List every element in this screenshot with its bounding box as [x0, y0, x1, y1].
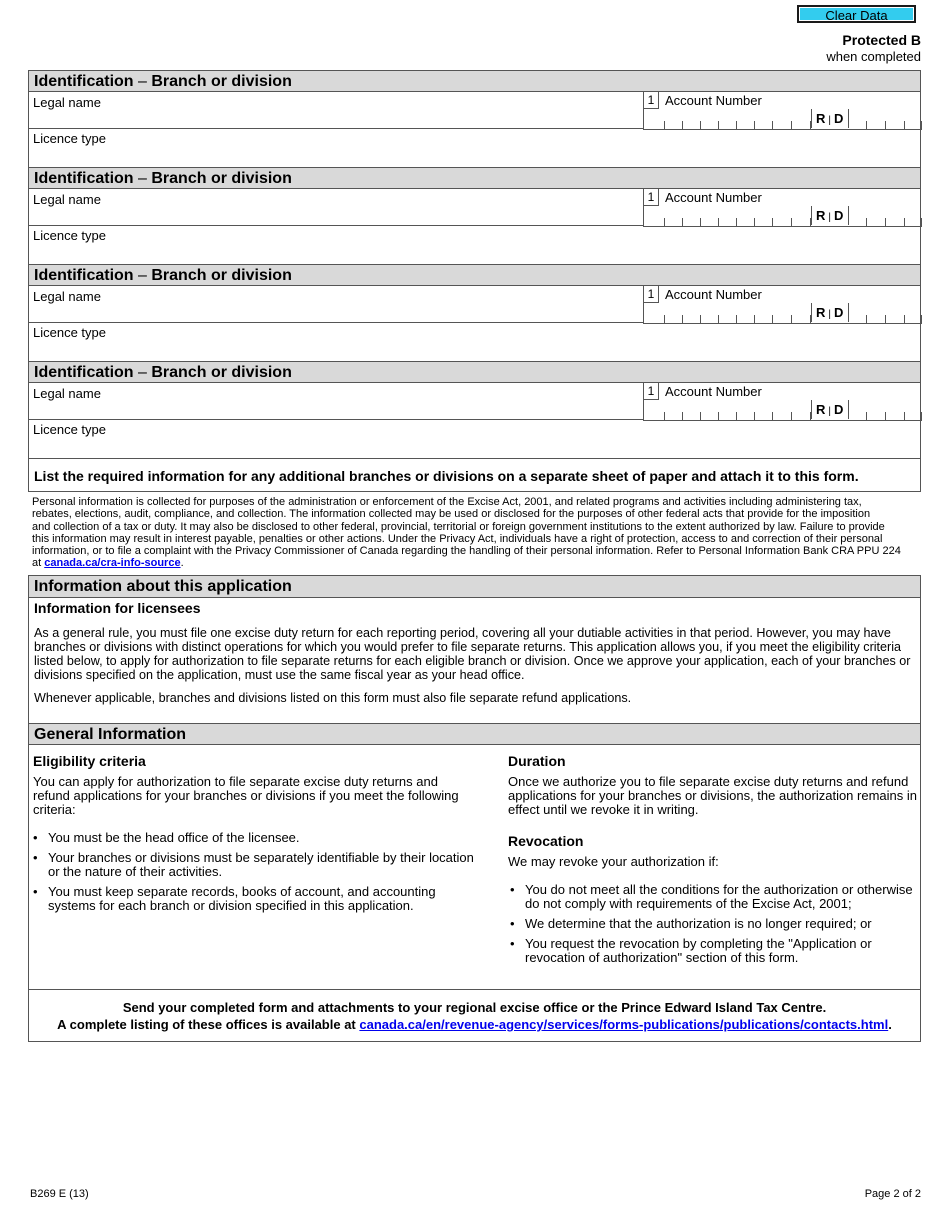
revocation-item: • You do not meet all the conditions for the authorization or otherwise do not comply with requirements of the Excise Act, 2001; — [525, 883, 918, 911]
identification-title — [29, 265, 920, 286]
account-number-label: Account Number — [665, 287, 762, 302]
duration-heading: Duration — [508, 753, 566, 769]
licence-type-field[interactable] — [29, 322, 920, 360]
program-r: R — [816, 208, 826, 223]
identification-title-a: Identification — [34, 170, 134, 187]
digit-divider — [921, 315, 922, 323]
box-number: 1 — [644, 189, 659, 206]
privacy-period: . — [180, 557, 184, 570]
send-line-2 — [29, 1016, 920, 1033]
program-id-rd — [816, 402, 843, 417]
identification-block — [29, 71, 920, 168]
rd-divider: | — [828, 115, 831, 126]
account-number-label: Account Number — [665, 190, 762, 205]
eligibility-intro: You can apply for authorization to file separate excise duty returns and refund applications for your branches or divisions if you meet the following criteria: — [33, 774, 459, 817]
program-d: D — [834, 402, 844, 417]
clear-data-button[interactable]: Clear Data — [797, 5, 916, 23]
identification-title-a: Identification — [34, 73, 134, 90]
privacy-line: this information may result in interest payable, penalties or other actions. Under the Privacy Act, individuals have a right of protection, access to and correction of their personal — [32, 532, 883, 545]
identification-block — [29, 168, 920, 265]
send-line-2-suffix: . — [888, 1017, 892, 1032]
identification-dash: – — [138, 170, 147, 187]
identification-dash: – — [138, 364, 147, 381]
legal-name-label: Legal name — [33, 289, 101, 304]
info-para-1: As a general rule, you must file one excise duty return for each reporting period, covering all your dutiable activities in that period. However, you may have branches or divisions with distinct operations for which you would prefer to file separate returns. This application allows you, if you meet the eligibility criteria listed below, to apply for authorization to file separate returns for each eligible branch or division. Once we approve your application, each of your branches or divisions specified on the application, must use the same fiscal year as your head office. — [34, 626, 911, 682]
info-app-body — [29, 600, 920, 723]
identification-title — [29, 71, 920, 92]
account-number-field[interactable] — [643, 92, 922, 130]
eligibility-column — [33, 753, 478, 919]
additional-branches-note: List the required information for any additional branches or divisions on a separate sheet of paper and attach it to this form. — [34, 468, 859, 484]
when-completed: when completed — [826, 49, 921, 64]
account-number-label: Account Number — [665, 384, 762, 399]
program-d: D — [834, 111, 844, 126]
licence-type-label: Licence type — [33, 131, 106, 146]
box-number: 1 — [644, 286, 659, 303]
program-r: R — [816, 402, 826, 417]
rd-divider: | — [828, 212, 831, 223]
legal-name-label: Legal name — [33, 192, 101, 207]
eligibility-item: • Your branches or divisions must be separately identifiable by their location or the nature of their activities. — [48, 851, 478, 879]
revocation-heading: Revocation — [508, 833, 584, 849]
identification-dash: – — [138, 267, 147, 284]
licence-type-field[interactable] — [29, 128, 920, 166]
revocation-item: • You request the revocation by completing the "Application or revocation of authorization" section of this form. — [525, 937, 918, 965]
protected-title: Protected B — [842, 32, 921, 48]
identification-title-a: Identification — [34, 267, 134, 284]
box-number: 1 — [644, 92, 659, 109]
identification-title — [29, 168, 920, 189]
send-line-2-prefix: A complete listing of these offices is available at — [57, 1017, 360, 1032]
revocation-item: • We determine that the authorization is no longer required; or — [525, 917, 918, 931]
program-d: D — [834, 208, 844, 223]
identification-title-b: Branch or division — [151, 170, 292, 187]
privacy-line: information, or to file a complaint with the Privacy Commissioner of Canada regarding the handling of their personal information. Refer to Personal Information Bank CRA PPU 224 — [32, 545, 901, 558]
info-para-2: Whenever applicable, branches and divisions listed on this form must also file separate refund applications. — [34, 691, 632, 705]
privacy-line-last — [32, 557, 912, 569]
legal-name-field[interactable] — [29, 189, 643, 226]
licence-type-label: Licence type — [33, 325, 106, 340]
licence-type-field[interactable] — [29, 225, 920, 263]
legal-name-field[interactable] — [29, 92, 643, 129]
identification-title-a: Identification — [34, 364, 134, 381]
duration-text: Once we authorize you to file separate excise duty returns and refund applications for your branches or divisions, the authorization remains in effect until we revoke it in writing. — [508, 774, 917, 817]
program-id-rd — [816, 111, 843, 126]
identification-dash: – — [138, 73, 147, 90]
eligibility-item: • You must keep separate records, books of account, and accounting systems for each branch or division specified in this application. — [48, 885, 478, 913]
info-licensees-heading: Information for licensees — [34, 600, 201, 616]
eligibility-heading: Eligibility criteria — [33, 753, 146, 769]
rd-divider: | — [828, 309, 831, 320]
digit-divider — [921, 121, 922, 129]
program-id-rd — [816, 305, 843, 320]
general-info-title: General Information — [29, 723, 920, 745]
licence-type-label: Licence type — [33, 228, 106, 243]
licence-type-label: Licence type — [33, 422, 106, 437]
duration-column — [508, 753, 918, 971]
legal-name-label: Legal name — [33, 95, 101, 110]
box-number: 1 — [644, 383, 659, 400]
form-id: B269 E (13) — [30, 1188, 89, 1200]
general-info-body — [29, 745, 920, 989]
contacts-link[interactable]: canada.ca/en/revenue-agency/services/forms-publications/publications/contacts.html — [359, 1017, 889, 1032]
identification-frame — [28, 70, 921, 492]
digit-divider — [921, 412, 922, 420]
send-section — [29, 989, 920, 1033]
information-frame — [28, 575, 921, 1042]
protected-b-label — [826, 32, 921, 65]
privacy-at: at — [32, 557, 45, 570]
rd-divider: | — [828, 406, 831, 417]
eligibility-item: • You must be the head office of the licensee. — [48, 831, 478, 845]
revocation-intro: We may revoke your authorization if: — [508, 854, 719, 869]
privacy-line: Personal information is collected for purposes of the administration or enforcement of the Excise Act, 2001, and related programs and activities including administering tax, — [32, 496, 862, 508]
program-r: R — [816, 111, 826, 126]
identification-block — [29, 362, 920, 459]
program-r: R — [816, 305, 826, 320]
page-number: Page 2 of 2 — [864, 1188, 921, 1200]
info-source-link[interactable]: canada.ca/cra-info-source — [44, 557, 181, 570]
account-number-field[interactable] — [643, 189, 922, 227]
identification-title — [29, 362, 920, 383]
legal-name-field[interactable] — [29, 383, 643, 420]
identification-block — [29, 265, 920, 362]
privacy-line: and collection of a tax or duty. It may also be disclosed to other federal, provincial, territorial or foreign government institutions to the extent authorized by law. Failure to provide — [32, 520, 885, 533]
legal-name-field[interactable] — [29, 286, 643, 323]
account-number-label: Account Number — [665, 93, 762, 108]
privacy-line: rebates, elections, audit, compliance, and collection. The information collected may be used or disclosed for the purposes of other federal acts that provide for the imposition — [32, 508, 871, 521]
account-number-field[interactable] — [643, 383, 922, 421]
program-id-rd — [816, 208, 843, 223]
program-d: D — [834, 305, 844, 320]
send-line-1: Send your completed form and attachments to your regional excise office or the Prince Edward Island Tax Centre. — [122, 1000, 827, 1015]
account-number-field[interactable] — [643, 286, 922, 324]
legal-name-label: Legal name — [33, 386, 101, 401]
licence-type-field[interactable] — [29, 419, 920, 457]
identification-title-b: Branch or division — [151, 267, 292, 284]
digit-divider — [921, 218, 922, 226]
identification-title-b: Branch or division — [151, 73, 292, 90]
identification-title-b: Branch or division — [151, 364, 292, 381]
info-app-title: Information about this application — [29, 576, 920, 598]
privacy-statement — [32, 496, 912, 570]
